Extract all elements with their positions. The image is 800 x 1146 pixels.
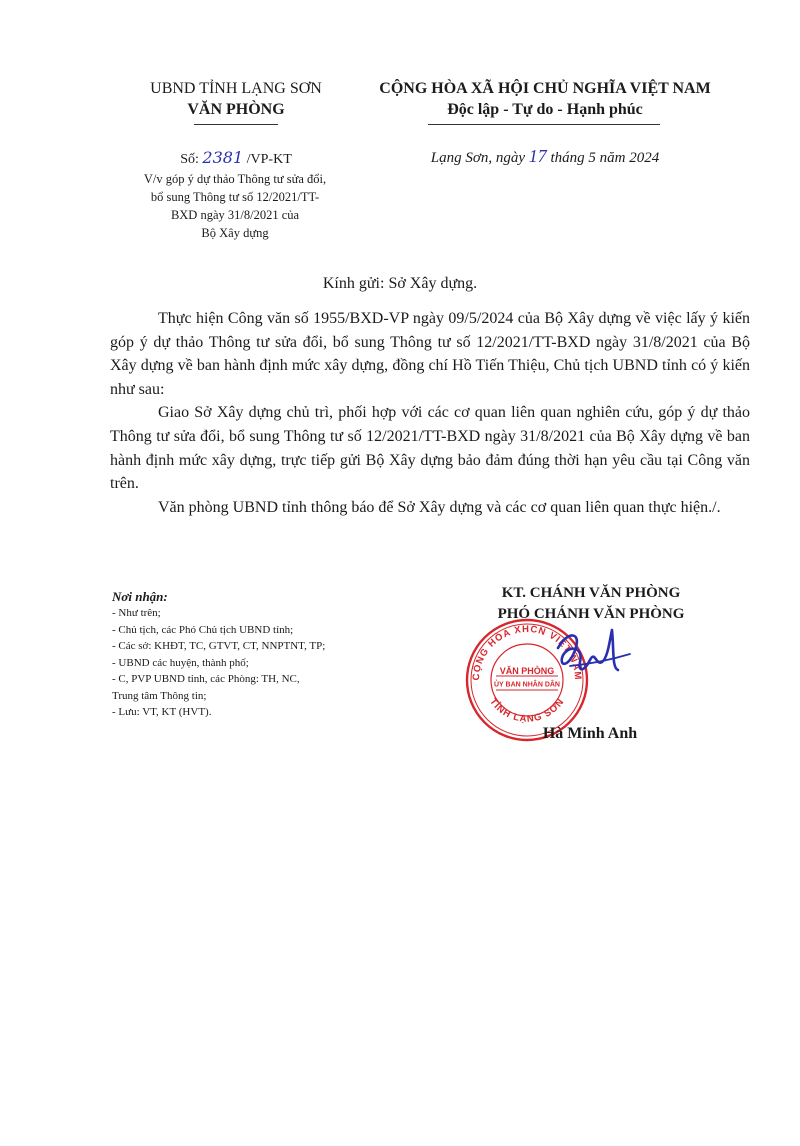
date-day-handwritten: 17 <box>528 146 547 166</box>
issuing-authority: UBND TỈNH LẠNG SƠN <box>150 80 322 97</box>
national-title: CỘNG HÒA XÃ HỘI CHỦ NGHĨA VIỆT NAM <box>379 80 711 97</box>
subject-line: V/v góp ý dự thảo Thông tư sửa đổi, <box>143 172 327 186</box>
place-and-date <box>380 146 710 167</box>
seal-outer-text-top: CỘNG HÒA XHCN VIỆT NAM <box>470 623 584 681</box>
seal-outer-text-bottom: TỈNH LẠNG SƠN <box>487 696 567 725</box>
addressee: Kính gửi: Sở Xây dựng. <box>322 275 478 292</box>
document-number-suffix: /VP-KT <box>243 152 292 167</box>
subject-line: Bộ Xây dựng <box>201 226 269 240</box>
signer-name: Hà Minh Anh <box>542 725 638 742</box>
recipient-item: - Các sở: KHĐT, TC, GTVT, CT, NNPTNT, TP; <box>112 640 326 652</box>
subject-line: BXD ngày 31/8/2021 của <box>170 208 300 222</box>
date-prefix: Lạng Sơn, ngày <box>430 150 529 166</box>
signature-title-line-2: PHÓ CHÁNH VĂN PHÒNG <box>497 606 685 622</box>
recipient-item: - C, PVP UBND tỉnh, các Phòng: TH, NC, <box>112 673 300 685</box>
header-left-underline <box>194 124 278 125</box>
body-text <box>110 307 750 519</box>
document-subject <box>110 170 360 242</box>
date-suffix: tháng 5 năm 2024 <box>546 150 660 166</box>
recipient-item: - Như trên; <box>112 607 161 619</box>
body-paragraph-2: Giao Sở Xây dựng chủ trì, phối hợp với các cơ quan liên quan nghiên cứu, góp ý dự thảo Thông tư sửa đổi, bổ sung Thông tư số 12/2021/TT-BXD ngày 31/8/2021 của Bộ Xây dựng về ban hành định mức xây dựng, trực tiếp gửi Bộ Xây dựng bảo đảm đúng thời hạn yêu cầu tại Công văn trên. <box>110 404 750 493</box>
document-number <box>130 148 342 168</box>
seal-inner-line-1: VĂN PHÒNG <box>499 666 555 676</box>
recipients-title: Nơi nhận: <box>112 589 168 604</box>
recipient-item: - Chủ tịch, các Phó Chủ tịch UBND tỉnh; <box>112 623 294 636</box>
header-right-underline <box>428 124 660 125</box>
document-number-handwritten: 2381 <box>202 148 244 167</box>
handwritten-signature <box>520 620 640 710</box>
subject-line: bổ sung Thông tư số 12/2021/TT- <box>150 190 320 204</box>
seal-inner-line-2: ỦY BAN NHÂN DÂN <box>494 681 560 689</box>
issuing-unit: VĂN PHÒNG <box>187 101 285 118</box>
body-paragraph-1: Thực hiện Công văn số 1955/BXD-VP ngày 09/5/2024 của Bộ Xây dựng về việc lấy ý kiến góp ý dự thảo Thông tư sửa đổi, bổ sung Thông tư số 12/2021/TT-BXD ngày 31/8/2021 của Bộ Xây dựng về ban hành định mức xây dựng, đồng chí Hồ Tiến Thiệu, Chủ tịch UBND tỉnh có ý kiến như sau: <box>110 310 750 398</box>
signature-title-line-1: KT. CHÁNH VĂN PHÒNG <box>501 585 681 601</box>
recipient-item: - Lưu: VT, KT (HVT). <box>112 706 212 718</box>
document-number-prefix: Số: <box>180 152 203 167</box>
recipients-list <box>112 605 412 721</box>
body-paragraph-3: Văn phòng UBND tỉnh thông báo để Sở Xây dựng và các cơ quan liên quan thực hiện./. <box>158 498 721 516</box>
recipient-item: - UBND các huyện, thành phố; <box>112 656 249 669</box>
recipient-item: Trung tâm Thông tin; <box>112 689 207 702</box>
national-motto: Độc lập - Tự do - Hạnh phúc <box>447 101 643 118</box>
